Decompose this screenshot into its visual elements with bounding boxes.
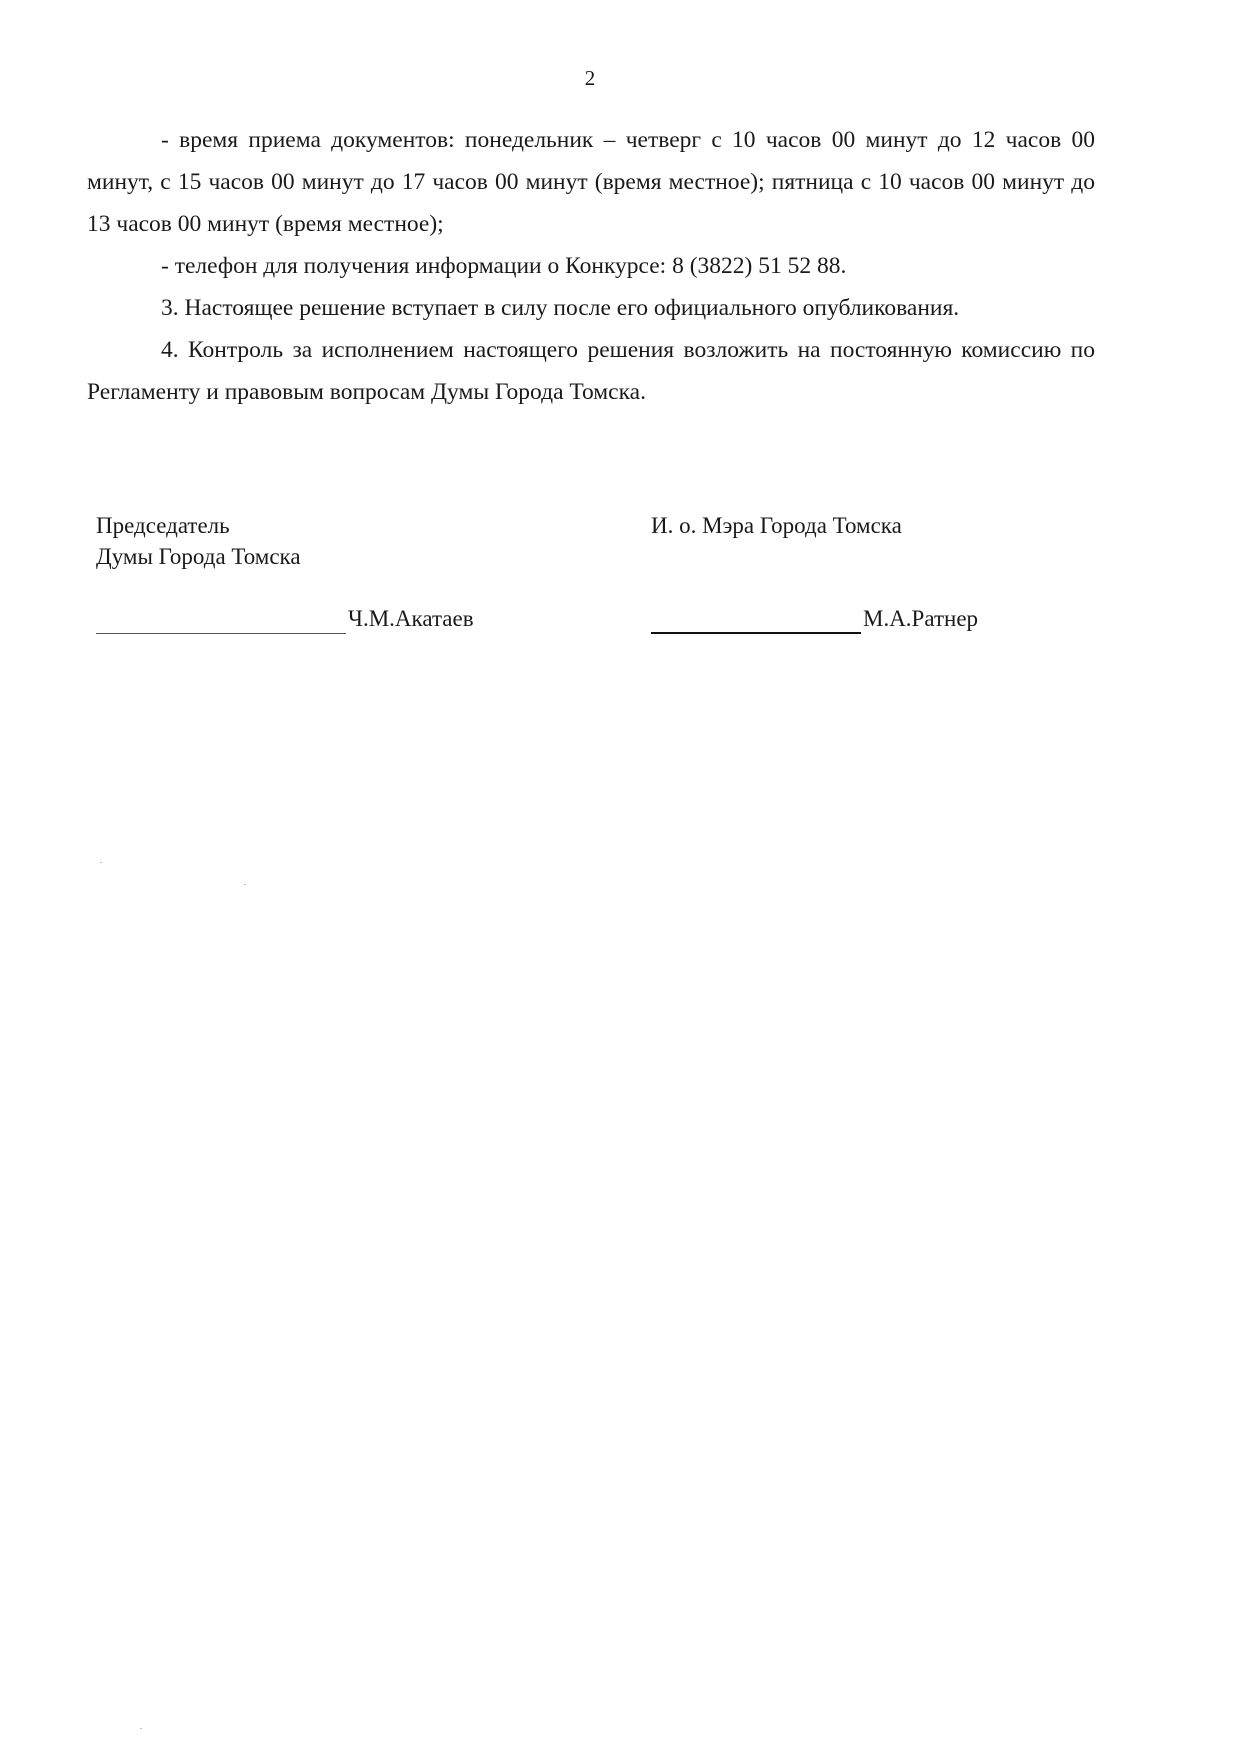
signature-left-title-line1: Председатель [96,513,230,538]
paragraph-phone: - телефон для получения информации о Конкурсе: 8 (3822) 51 52 88. [161,253,847,279]
signature-right-block [651,603,978,634]
signature-left-name: Ч.М.Акатаев [348,606,474,631]
signature-left-block [96,603,474,634]
paragraph-entry-into-force: 3. Настоящее решение вступает в силу после его официального опубликования. [161,295,960,321]
signature-right-name: М.А.Ратнер [863,606,979,631]
signature-left-title-line2: Думы Города Томска [96,544,301,569]
signature-left-line [96,605,346,634]
signature-right-title [651,510,902,541]
page-number: 2 [584,66,596,90]
document-body [87,119,1095,413]
signature-left-title [96,510,301,572]
signature-right-title-line1: И. о. Мэра Города Томска [651,513,902,538]
paragraph-control: 4. Контроль за исполнением настоящего решения возложить на постоянную комиссию по Регламенту и правовым вопросам Думы Города Томска. [87,337,1095,405]
scan-speck [244,884,246,885]
paragraph-reception-hours: - время приема документов: понедельник – четверг с 10 часов 00 минут до 12 часов 00 минут, с 15 часов 00 минут до 17 часов 00 минут (время местное); пятница с 10 часов 00 минут до 13 часов 00 минут (время местное); [87,127,1095,237]
scan-speck [100,862,102,863]
scan-speck [140,1728,142,1729]
signature-right-line [651,604,861,634]
